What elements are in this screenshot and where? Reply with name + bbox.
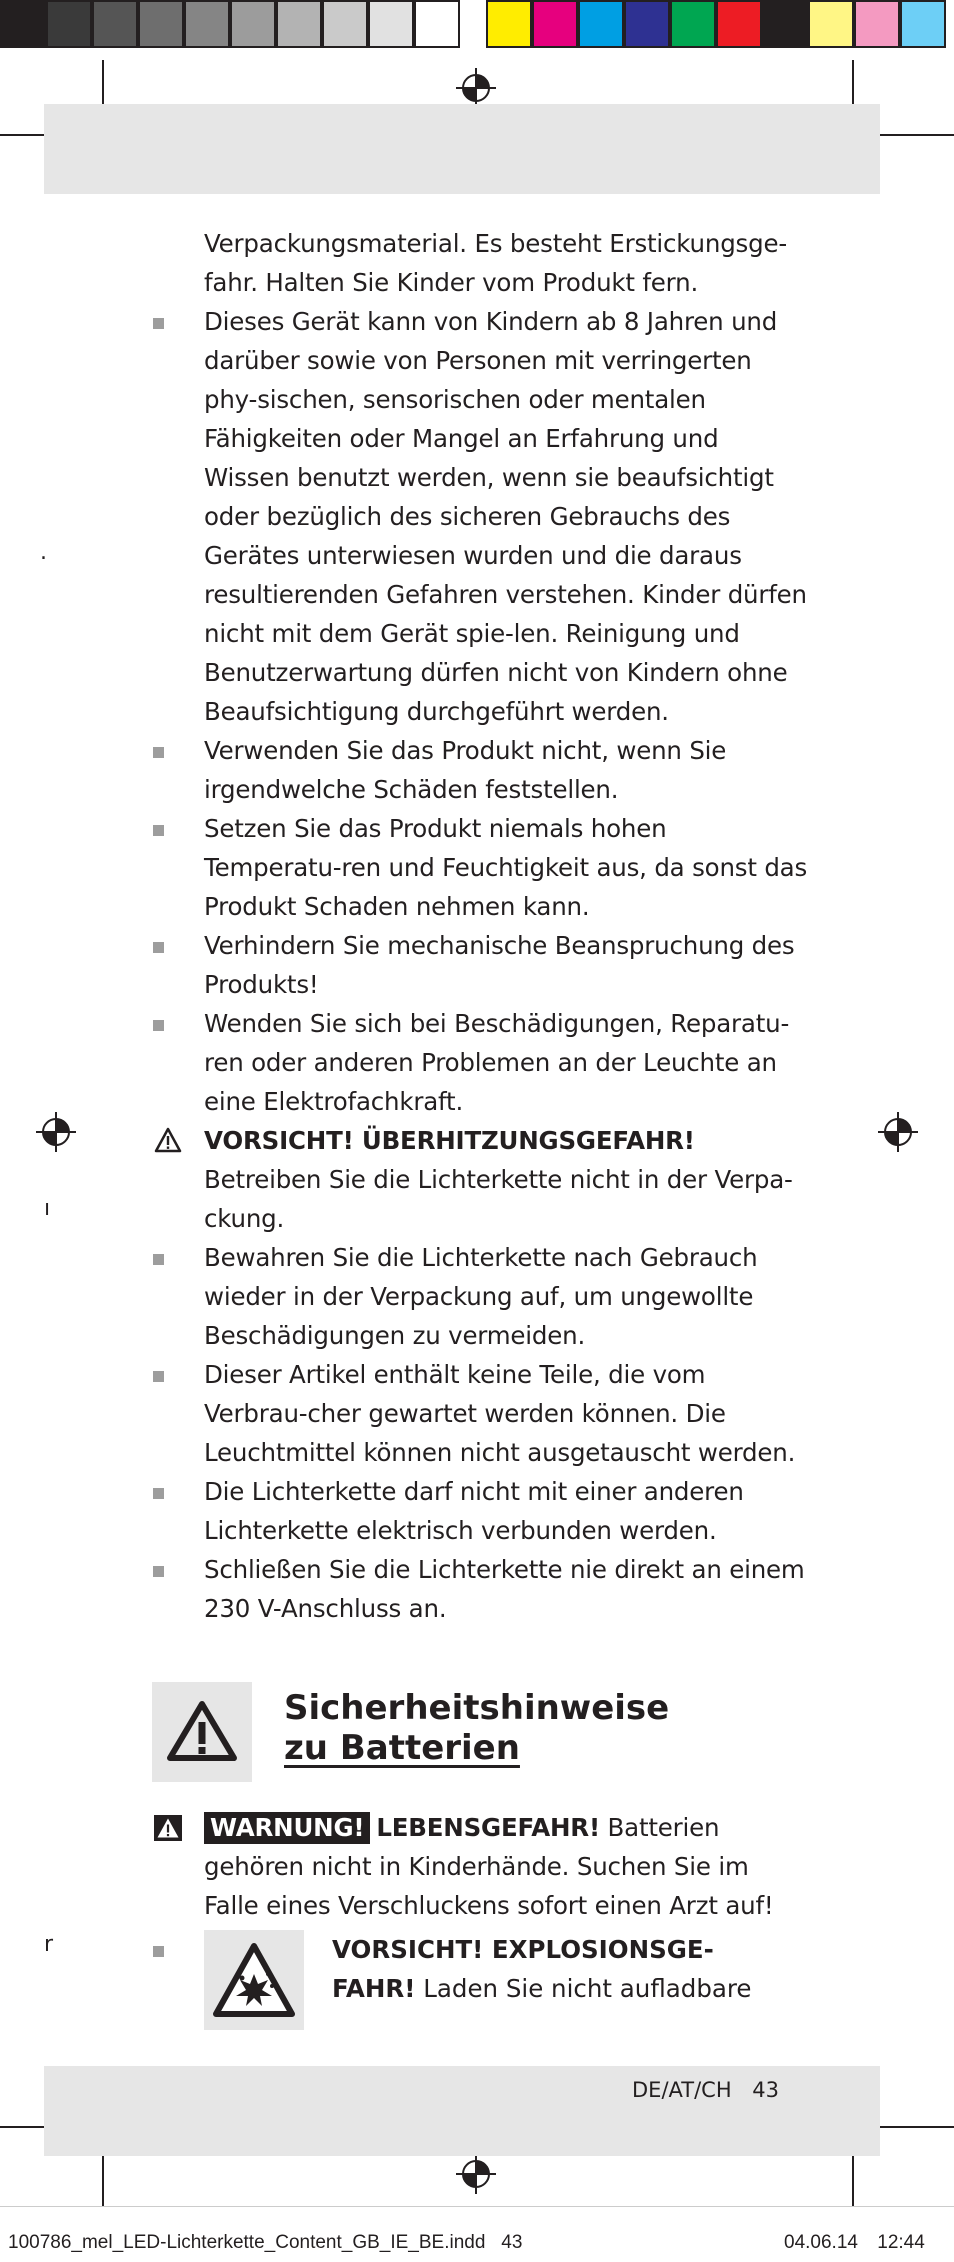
- slug-time: 12:44: [877, 2232, 925, 2253]
- crop-mark: [872, 2126, 954, 2128]
- section-title-line1: Sicherheitshinweise: [284, 1688, 670, 1728]
- color-swatch: [578, 0, 624, 48]
- gray-swatch: [230, 0, 276, 48]
- page-footer: [632, 2078, 779, 2102]
- registration-mark-icon: [878, 1112, 918, 1152]
- registration-mark-icon: [36, 1112, 76, 1152]
- footer-locale: DE/AT/CH: [632, 2078, 732, 2102]
- warning-paragraph: [150, 1808, 810, 1925]
- crop-mark: [872, 134, 954, 136]
- color-swatch: [900, 0, 946, 48]
- warning-triangle-icon: [152, 1682, 252, 1782]
- caution-heading: VORSICHT! ÜBERHITZUNGSGEFAHR!: [204, 1126, 695, 1155]
- explosion-text: [332, 1930, 752, 2008]
- gray-swatch: [184, 0, 230, 48]
- header-band: [44, 104, 880, 194]
- margin-mark: r: [44, 1932, 54, 1957]
- list-item: Verwenden Sie das Produkt nicht, wenn Sie irgendwelche Schäden feststellen.: [150, 731, 810, 809]
- explosion-icon-box: [204, 1930, 304, 2030]
- list-item: Die Lichterkette darf nicht mit einer anderen Lichterkette elektrisch verbunden werden.: [150, 1472, 810, 1550]
- gray-swatch: [414, 0, 460, 48]
- warning-block: [150, 1808, 810, 1925]
- registration-mark-icon: [456, 2154, 496, 2194]
- warning-heading: LEBENSGEFAHR!: [376, 1813, 600, 1842]
- list-item: Dieses Gerät kann von Kindern ab 8 Jahren und darüber sowie von Personen mit verringerten phy-sischen, sensorischen oder mentalen Fähigkeiten oder Mangel an Erfahrung und Wissen benutzt werden, wenn sie beaufsichtigt oder bezüglich des sicheren Gebrauchs des Gerätes unterwiesen wurden und die daraus resultierenden Gefahren verstehen. Kinder dürfen nicht mit dem Gerät spie-len. Reinigung und Benutzerwartung dürfen nicht von Kindern ohne Beaufsichtigung durchgeführt werden.: [150, 302, 810, 731]
- slug-date: 04.06.14: [784, 2232, 858, 2253]
- explosion-hazard-icon: [204, 1930, 304, 2030]
- warning-badge: WARNUNG!: [204, 1812, 370, 1844]
- warning-text-1: Batterien: [607, 1813, 720, 1842]
- crop-mark: [102, 2152, 104, 2206]
- section-title-line2: zu Batterien: [284, 1728, 520, 1768]
- list-item: Schließen Sie die Lichterkette nie direkt an einem 230 V-Anschluss an.: [150, 1550, 810, 1628]
- explosion-heading-2: FAHR!: [332, 1974, 416, 2003]
- section-title: [284, 1688, 669, 1768]
- gray-swatch: [0, 0, 46, 48]
- gray-swatch: [138, 0, 184, 48]
- explosion-heading-1: VORSICHT! EXPLOSIONSGE-: [332, 1935, 714, 1964]
- crop-mark: [852, 2152, 854, 2206]
- gray-swatch: [322, 0, 368, 48]
- safety-text-column: [150, 224, 810, 1628]
- warning-icon-box: [152, 1682, 252, 1782]
- section-heading-batteries: [152, 1682, 752, 1782]
- explosion-text-1: Laden Sie nicht aufladbare: [423, 1974, 752, 2003]
- explosion-block: [150, 1930, 810, 2034]
- color-swatch: [486, 0, 532, 48]
- warning-triangle-icon: [154, 1127, 182, 1153]
- list-item: Verhindern Sie mechanische Beanspruchung des Produkts!: [150, 926, 810, 1004]
- color-swatch: [670, 0, 716, 48]
- gray-swatch: [92, 0, 138, 48]
- gray-swatch: [368, 0, 414, 48]
- slug-timestamp: [784, 2232, 925, 2254]
- list-item: [150, 1930, 170, 1970]
- list-item: Wenden Sie sich bei Beschädigungen, Reparatu-ren oder anderen Problemen an der Leuchte an eine Elektrofachkraft.: [150, 1004, 810, 1121]
- caution-overheating: [150, 1121, 810, 1238]
- color-swatch: [762, 0, 808, 48]
- warning-triangle-icon: [154, 1815, 182, 1841]
- color-calibration-bar: [486, 0, 946, 48]
- gray-swatch: [46, 0, 92, 48]
- color-swatch: [716, 0, 762, 48]
- margin-mark: .: [40, 540, 47, 565]
- gray-swatch: [276, 0, 322, 48]
- margin-mark: ı: [44, 1196, 51, 1221]
- list-item: Setzen Sie das Produkt niemals hohen Temperatu-ren und Feuchtigkeit aus, da sonst das Produkt Schaden nehmen kann.: [150, 809, 810, 926]
- registration-mark-icon: [456, 68, 496, 108]
- paragraph-intro: Verpackungsmaterial. Es besteht Erstickungsge-fahr. Halten Sie Kinder vom Produkt fern.: [204, 229, 787, 297]
- warning-text-2: gehören nicht in Kinderhände. Suchen Sie im Falle eines Verschluckens sofort einen Arzt auf!: [204, 1852, 774, 1920]
- list-item: Bewahren Sie die Lichterkette nach Gebrauch wieder in der Verpackung auf, um ungewollte Beschädigungen zu vermeiden.: [150, 1238, 810, 1355]
- color-swatch: [624, 0, 670, 48]
- color-swatch: [532, 0, 578, 48]
- slug-filename: 100786_mel_LED-Lichterkette_Content_GB_IE_BE.indd 43: [8, 2232, 523, 2253]
- color-swatch: [854, 0, 900, 48]
- crop-mark: [0, 2206, 954, 2207]
- gray-calibration-bar: [0, 0, 460, 48]
- color-swatch: [808, 0, 854, 48]
- list-item: Dieser Artikel enthält keine Teile, die vom Verbrau-cher gewartet werden können. Die Leuchtmittel können nicht ausgetauscht werden.: [150, 1355, 810, 1472]
- page-number: 43: [752, 2078, 780, 2102]
- caution-text: Betreiben Sie die Lichterkette nicht in der Verpa-ckung.: [204, 1165, 793, 1233]
